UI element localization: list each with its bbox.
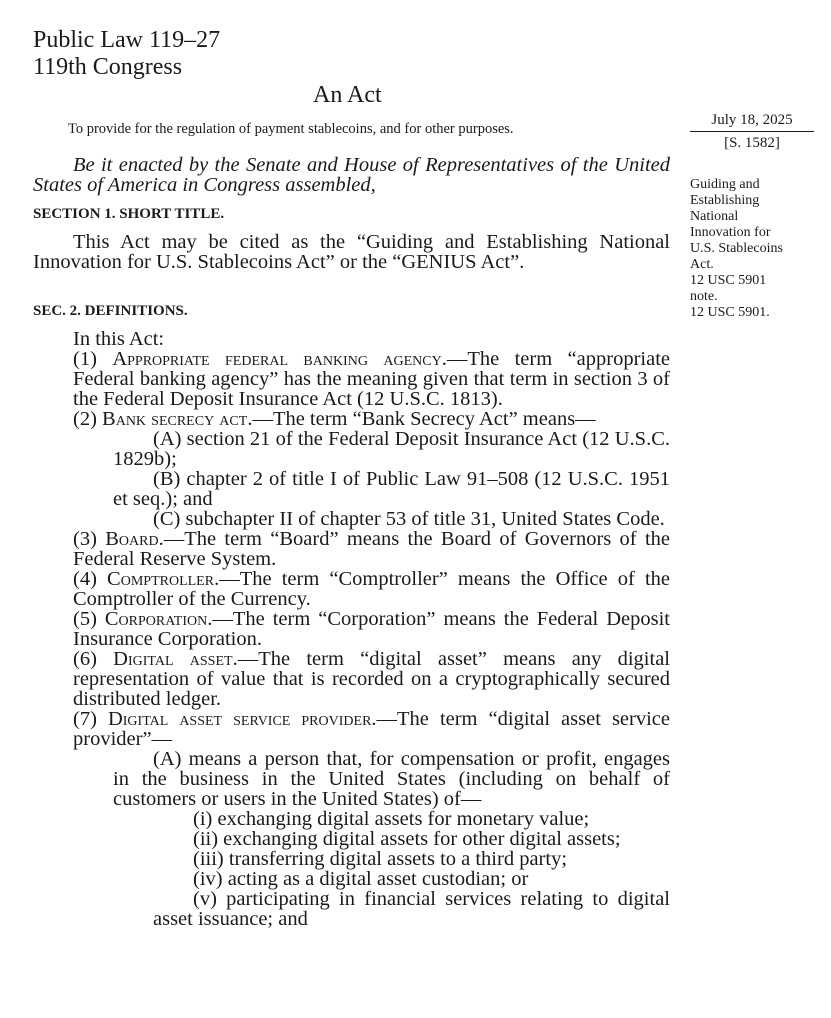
- paragraph-number: (2): [73, 408, 103, 430]
- definition-paragraph-2: [33, 409, 670, 429]
- congress-number: 119th Congress: [33, 54, 183, 80]
- paragraph-number: (5): [73, 608, 105, 630]
- margin-note: note.: [690, 289, 718, 304]
- definition-text: .—The term “Board” means the Board of Governors of the Federal Reserve System.: [73, 528, 670, 570]
- defined-term: Digital asset service provider: [107, 708, 372, 730]
- margin-note: 12 USC 5901.: [690, 305, 770, 320]
- subparagraph-2b: (B) chapter 2 of title I of Public Law 91–508 (12 U.S.C. 1951 et seq.); and: [113, 468, 670, 510]
- definition-paragraph-4: [33, 569, 670, 609]
- defined-term: Board: [105, 528, 159, 550]
- paragraph-number: (3): [73, 528, 106, 550]
- defined-term: Bank secrecy act: [102, 408, 248, 430]
- defined-term: Comptroller: [107, 568, 215, 590]
- definition-paragraph-3: [33, 529, 670, 569]
- definition-text: .—The term “Comptroller” means the Office of the Comptroller of the Currency.: [73, 568, 670, 610]
- paragraph-number: (1): [73, 348, 113, 370]
- defined-term: Corporation: [104, 608, 208, 630]
- margin-note: Guiding and: [690, 177, 760, 192]
- definition-text: .—The term “appropriate Federal banking agency” has the meaning given that term in section 3 of the Federal Deposit Insurance Act (12 U.S.C. 1813).: [73, 348, 670, 410]
- section-1-heading: SECTION 1. SHORT TITLE.: [33, 206, 225, 222]
- act-title: An Act: [313, 82, 382, 108]
- sidebar-divider: [690, 131, 814, 132]
- definition-text: .—The term “Corporation” means the Federal Deposit Insurance Corporation.: [73, 608, 670, 650]
- clause-7a-iii: (iii) transferring digital assets to a third party;: [193, 848, 568, 870]
- clause-7a-iv: (iv) acting as a digital asset custodian; or: [193, 868, 529, 890]
- clause-7a-i: (i) exchanging digital assets for monetary value;: [193, 808, 590, 830]
- definition-paragraph-5: [33, 609, 670, 649]
- defined-term: Appropriate federal banking agency: [112, 348, 442, 370]
- definition-paragraph-6: [33, 649, 670, 709]
- definition-paragraph-1: [33, 349, 670, 409]
- bill-number: [S. 1582]: [724, 135, 780, 151]
- clause-7a-v: (v) participating in financial services relating to digital asset issuance; and: [153, 888, 670, 930]
- margin-note: U.S. Stablecoins: [690, 241, 783, 256]
- definitions-intro: In this Act:: [73, 328, 165, 350]
- short-title-text: This Act may be cited as the “Guiding and Establishing National Innovation for U.S. Stablecoins Act” or the “GENIUS Act”.: [33, 231, 670, 273]
- enacting-clause: Be it enacted by the Senate and House of Representatives of the United States of America in Congress assembled,: [33, 154, 670, 196]
- definition-text: .—The term “digital asset” means any digital representation of value that is recorded on a cryptographically secured distributed ledger.: [73, 648, 670, 710]
- paragraph-number: (4): [73, 568, 108, 590]
- definition-text: .—The term “Bank Secrecy Act” means—: [247, 408, 596, 430]
- margin-note: Establishing: [690, 193, 760, 208]
- margin-note: Innovation for: [690, 225, 771, 240]
- margin-note: Act.: [690, 257, 714, 272]
- margin-note: National: [690, 209, 739, 224]
- defined-term: Digital asset: [113, 648, 233, 670]
- subparagraph-2a: (A) section 21 of the Federal Deposit Insurance Act (12 U.S.C. 1829b);: [113, 428, 670, 470]
- section-2-heading: SEC. 2. DEFINITIONS.: [33, 303, 188, 319]
- margin-note: 12 USC 5901: [690, 273, 767, 288]
- definition-paragraph-7: [33, 709, 670, 749]
- definition-text: .—The term “digital asset service provider”—: [73, 708, 670, 750]
- subparagraph-2c: (C) subchapter II of chapter 53 of title 31, United States Code.: [153, 508, 665, 530]
- enactment-date: July 18, 2025: [711, 112, 793, 128]
- paragraph-number: (7): [73, 708, 108, 730]
- section-1-body: [33, 232, 670, 272]
- subparagraph-7a: (A) means a person that, for compensation or profit, engages in the business in the United States (including on behalf of customers or users in the United States) of—: [113, 748, 670, 810]
- paragraph-number: (6): [73, 648, 114, 670]
- margin-notes: [690, 177, 820, 321]
- public-law-number: Public Law 119–27: [33, 27, 221, 53]
- clause-7a-ii: (ii) exchanging digital assets for other digital assets;: [193, 828, 621, 850]
- section-2-body: [33, 329, 670, 929]
- act-purpose: To provide for the regulation of payment stablecoins, and for other purposes.: [68, 121, 514, 137]
